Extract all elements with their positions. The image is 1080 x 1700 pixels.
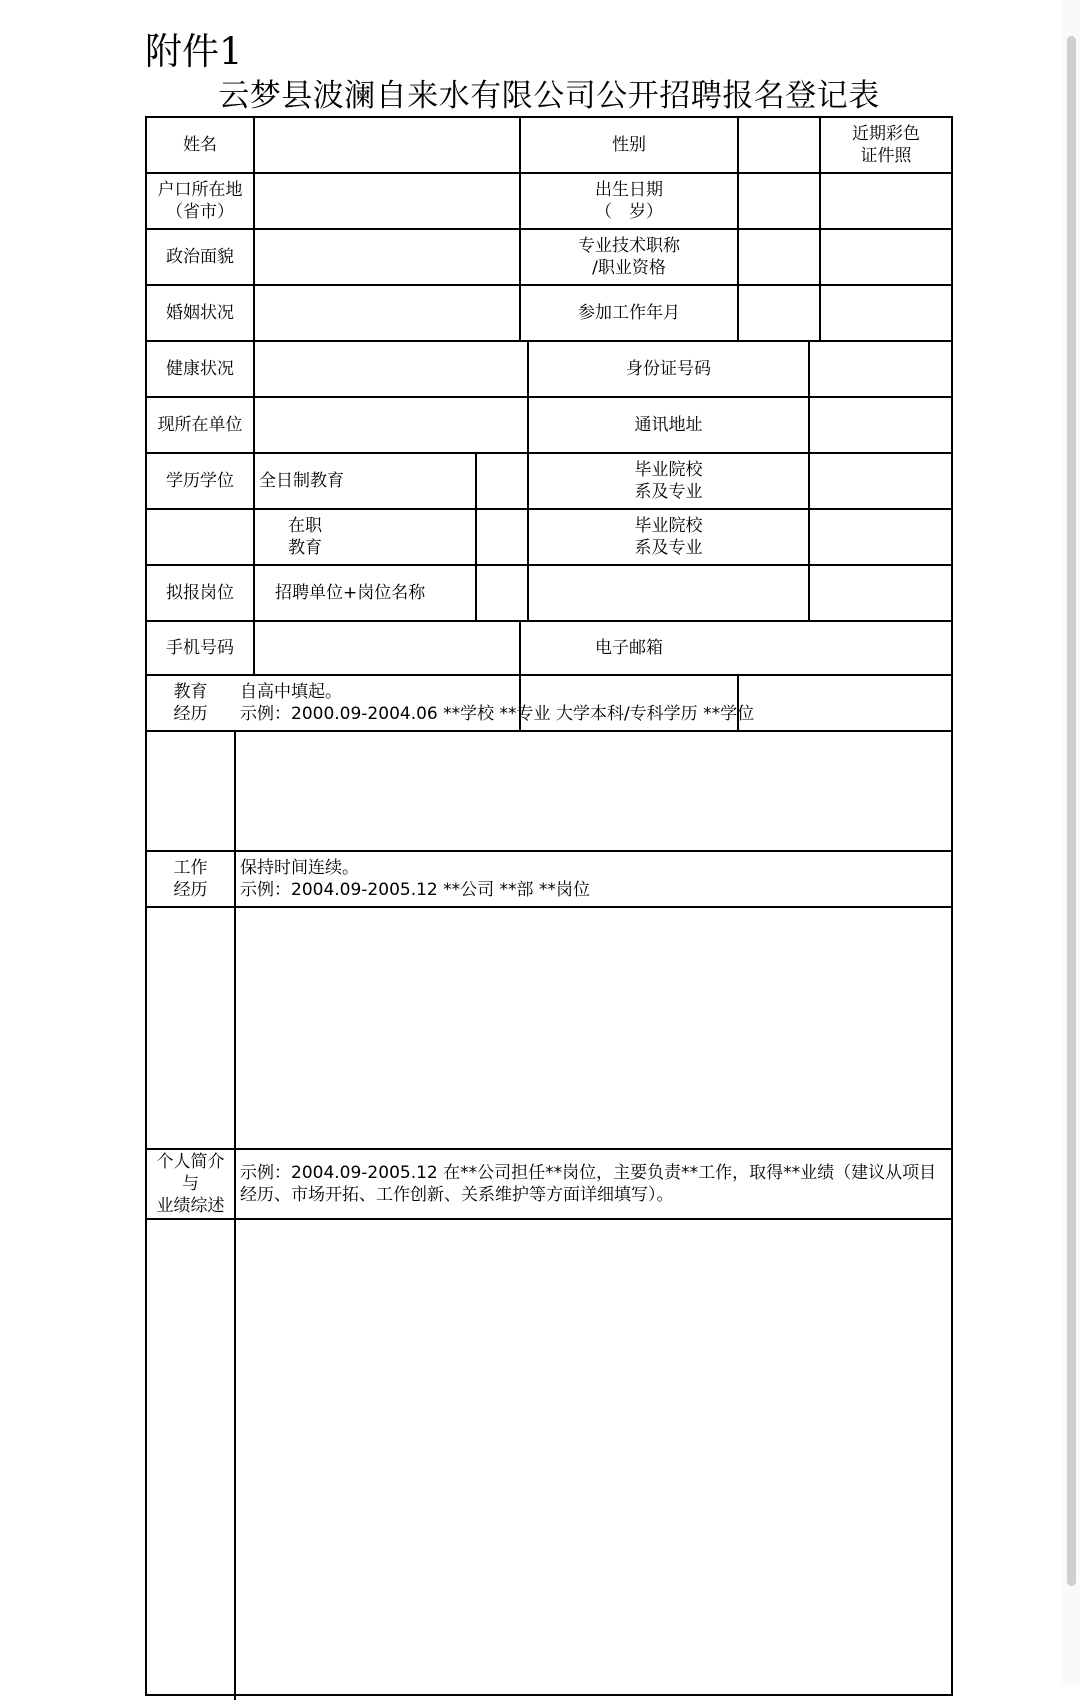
profile-label-line2: 与 xyxy=(182,1174,199,1194)
onjob-school-line2: 系及专业 xyxy=(634,538,703,558)
work-history-field[interactable] xyxy=(236,908,951,1148)
scrollbar-track[interactable] xyxy=(1062,0,1080,1685)
id-number-field[interactable] xyxy=(810,342,951,396)
fulltime-education-field[interactable] xyxy=(477,454,527,508)
onjob-education-line1: 在职 xyxy=(288,516,322,536)
professional-title-field[interactable] xyxy=(739,230,819,284)
phone-field[interactable] xyxy=(255,622,519,674)
marital-field[interactable] xyxy=(255,286,519,340)
politics-field[interactable] xyxy=(255,230,519,284)
professional-title-line2: /职业资格 xyxy=(592,258,666,278)
politics-label: 政治面貌 xyxy=(166,247,234,267)
onjob-school-line1: 毕业院校 xyxy=(634,516,703,536)
birth-field[interactable] xyxy=(739,174,819,228)
photo-label-line2: 证件照 xyxy=(860,146,912,166)
profile-label-line3: 业绩综述 xyxy=(156,1196,225,1216)
birth-label-line1: 出生日期 xyxy=(595,180,663,200)
birth-label xyxy=(521,174,737,228)
education-history-field[interactable] xyxy=(236,732,951,850)
profile-hint-line1: 示例：2004.09-2005.12 在**公司担任**岗位，主要负责**工作，取得**业绩（建议从项目 xyxy=(240,1163,937,1183)
health-field[interactable] xyxy=(255,342,527,396)
onjob-school-field[interactable] xyxy=(810,510,951,564)
work-start-label: 参加工作年月 xyxy=(578,303,680,323)
hukou-field[interactable] xyxy=(255,174,519,228)
name-field[interactable] xyxy=(255,118,519,172)
position-label: 拟报岗位 xyxy=(166,583,234,603)
work-hint-line2: 示例：2004.09-2005.12 **公司 **部 **岗位 xyxy=(240,880,590,900)
hukou-label-line2: （省市） xyxy=(166,202,234,222)
degree-label: 学历学位 xyxy=(166,471,234,491)
fulltime-school-line1: 毕业院校 xyxy=(634,460,703,480)
onjob-education-label xyxy=(255,510,355,564)
work-hint-line1: 保持时间连续。 xyxy=(240,858,359,878)
name-label: 姓名 xyxy=(183,135,217,155)
education-hint-line1: 自高中填起。 xyxy=(240,682,342,702)
fulltime-school-line2: 系及专业 xyxy=(634,482,703,502)
health-label: 健康状况 xyxy=(166,359,234,379)
scrollbar-thumb[interactable] xyxy=(1067,36,1076,1586)
work-start-field[interactable] xyxy=(739,286,819,340)
fulltime-education-label: 全日制教育 xyxy=(259,471,344,491)
gender-label: 性别 xyxy=(612,135,646,155)
position-hint: 招聘单位+岗位名称 xyxy=(275,583,426,603)
hukou-label-line1: 户口所在地 xyxy=(157,180,243,200)
employer-label: 现所在单位 xyxy=(157,415,243,435)
registration-form xyxy=(145,116,953,1696)
fulltime-school-label xyxy=(529,454,808,508)
email-label: 电子邮箱 xyxy=(595,638,663,658)
profile-hint xyxy=(240,1150,950,1218)
education-history-line2: 经历 xyxy=(173,704,208,724)
address-label: 通讯地址 xyxy=(634,415,703,435)
education-history-line1: 教育 xyxy=(173,682,208,702)
id-number-label: 身份证号码 xyxy=(626,359,711,379)
birth-label-line2: （ 岁） xyxy=(595,202,663,222)
fulltime-school-field[interactable] xyxy=(810,454,951,508)
gender-field[interactable] xyxy=(739,118,819,172)
work-history-label xyxy=(147,852,234,906)
work-history-hint xyxy=(240,852,948,906)
position-field[interactable] xyxy=(521,566,951,620)
professional-title-line1: 专业技术职称 xyxy=(578,236,680,256)
profile-label xyxy=(147,1150,234,1218)
email-field[interactable] xyxy=(739,622,951,674)
onjob-education-line2: 教育 xyxy=(288,538,322,558)
attachment-label: 附件1 xyxy=(145,30,243,73)
profile-label-line1: 个人简介 xyxy=(156,1152,225,1172)
marital-label: 婚姻状况 xyxy=(166,303,234,323)
work-history-line1: 工作 xyxy=(173,858,208,878)
work-history-line2: 经历 xyxy=(173,880,208,900)
hukou-label xyxy=(147,174,253,228)
onjob-education-field[interactable] xyxy=(477,510,527,564)
professional-title-label xyxy=(521,230,737,284)
profile-hint-line2: 经历、市场开拓、工作创新、关系维护等方面详细填写）。 xyxy=(240,1185,674,1205)
photo-label xyxy=(821,118,951,172)
form-title: 云梦县波澜自来水有限公司公开招聘报名登记表 xyxy=(218,78,880,114)
employer-field[interactable] xyxy=(255,398,527,452)
address-field[interactable] xyxy=(810,398,951,452)
photo-label-line1: 近期彩色 xyxy=(852,124,920,144)
profile-field[interactable] xyxy=(236,1220,951,1694)
photo-area[interactable] xyxy=(821,174,951,228)
onjob-school-label xyxy=(529,510,808,564)
education-history-hint xyxy=(240,676,948,730)
education-hint-line2: 示例：2000.09-2004.06 **学校 **专业 大学本科/专科学历 **学位 xyxy=(240,704,755,724)
phone-label: 手机号码 xyxy=(166,638,234,658)
education-history-label xyxy=(147,676,234,730)
